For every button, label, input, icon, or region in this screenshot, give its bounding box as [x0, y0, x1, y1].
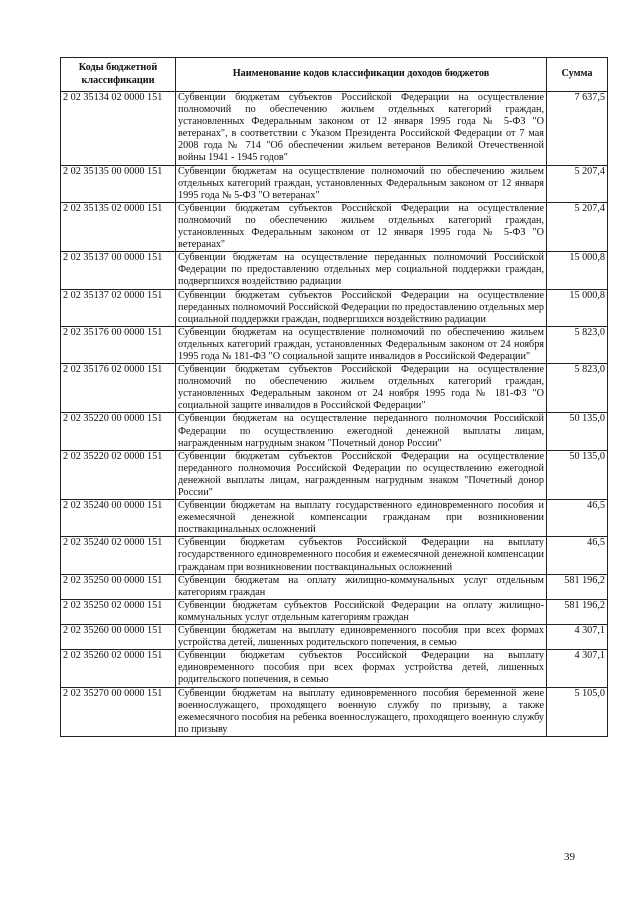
- header-code: Коды бюджетной классификации: [61, 58, 176, 92]
- budget-code: 2 02 35260 00 0000 151: [61, 625, 176, 650]
- revenue-name: Субвенции бюджетам субъектов Российской Федерации на осуществление переданного полномочия Российской Федерации по осуществлению ежегодной денежной выплаты лицам, награжденным нагрудным знаком "Почетный донор России": [176, 450, 547, 499]
- revenue-name: Субвенции бюджетам на осуществление полномочий по обеспечению жильем отдельных категорий граждан, установленных Федеральным законом от 24 ноября 1995 года № 181-ФЗ "О социальной защите инвалидов в Российской Федерации": [176, 326, 547, 363]
- table-row: [61, 252, 608, 289]
- header-sum: Сумма: [547, 58, 608, 92]
- amount: 46,5: [547, 500, 608, 537]
- budget-code: 2 02 35240 00 0000 151: [61, 500, 176, 537]
- budget-code: 2 02 35240 02 0000 151: [61, 537, 176, 574]
- header-name: Наименование кодов классификации доходов бюджетов: [176, 58, 547, 92]
- table-row: [61, 574, 608, 599]
- budget-code: 2 02 35220 02 0000 151: [61, 450, 176, 499]
- revenue-name: Субвенции бюджетам субъектов Российской Федерации на осуществление полномочий по обеспечению жильем отдельных категорий граждан, установленных Федеральным законом от 12 января 1995 года № 5-ФЗ "О ветеранах": [176, 202, 547, 251]
- table-row: [61, 92, 608, 166]
- budget-code: 2 02 35135 00 0000 151: [61, 165, 176, 202]
- revenue-name: Субвенции бюджетам на выплату государственного единовременного пособия и ежемесячной денежной компенсации гражданам при возникновении поствакцинальных осложнений: [176, 500, 547, 537]
- table-row: [61, 364, 608, 413]
- budget-code: 2 02 35134 02 0000 151: [61, 92, 176, 166]
- revenue-name: Субвенции бюджетам субъектов Российской Федерации на осуществление полномочий по обеспечению жильем отдельных категорий граждан, установленных Федеральным законом от 24 ноября 1995 года № 181-ФЗ "О социальной защите инвалидов в Российской Федерации": [176, 364, 547, 413]
- amount: 7 637,5: [547, 92, 608, 166]
- table-row: [61, 165, 608, 202]
- table-row: [61, 687, 608, 736]
- budget-code: 2 02 35220 00 0000 151: [61, 413, 176, 450]
- budget-code: 2 02 35250 02 0000 151: [61, 599, 176, 624]
- budget-code: 2 02 35270 00 0000 151: [61, 687, 176, 736]
- amount: 5 823,0: [547, 326, 608, 363]
- amount: 50 135,0: [547, 450, 608, 499]
- budget-code: 2 02 35137 00 0000 151: [61, 252, 176, 289]
- amount: 50 135,0: [547, 413, 608, 450]
- table-header-row: [61, 58, 608, 92]
- revenue-name: Субвенции бюджетам субъектов Российской Федерации на осуществление переданных полномочий Российской Федерации по предоставлению отдельных мер социальной поддержки граждан, подвергшихся воздействию радиации: [176, 289, 547, 326]
- amount: 4 307,1: [547, 625, 608, 650]
- amount: 5 207,4: [547, 202, 608, 251]
- budget-code: 2 02 35137 02 0000 151: [61, 289, 176, 326]
- budget-code: 2 02 35176 00 0000 151: [61, 326, 176, 363]
- budget-code: 2 02 35176 02 0000 151: [61, 364, 176, 413]
- table-row: [61, 537, 608, 574]
- amount: 15 000,8: [547, 252, 608, 289]
- revenue-name: Субвенции бюджетам на осуществление переданных полномочий Российской Федерации по предоставлению отдельных мер социальной поддержки граждан, подвергшихся воздействию радиации: [176, 252, 547, 289]
- amount: 5 105,0: [547, 687, 608, 736]
- revenue-name: Субвенции бюджетам на осуществление полномочий по обеспечению жильем отдельных категорий граждан, установленных Федеральным законом от 12 января 1995 года № 5-ФЗ "О ветеранах": [176, 165, 547, 202]
- revenue-name: Субвенции бюджетам на осуществление переданного полномочия Российской Федерации по осуществлению ежегодной денежной выплаты лицам, награжденным нагрудным знаком "Почетный донор России": [176, 413, 547, 450]
- table-row: [61, 599, 608, 624]
- table-row: [61, 500, 608, 537]
- table-row: [61, 289, 608, 326]
- amount: 46,5: [547, 537, 608, 574]
- table-row: [61, 202, 608, 251]
- amount: 4 307,1: [547, 650, 608, 687]
- table-row: [61, 326, 608, 363]
- revenue-name: Субвенции бюджетам субъектов Российской Федерации на выплату государственного единовременного пособия и ежемесячной денежной компенсации гражданам при возникновении поствакцинальных осложнений: [176, 537, 547, 574]
- revenue-name: Субвенции бюджетам субъектов Российской Федерации на оплату жилищно-коммунальных услуг отдельным категориям граждан: [176, 599, 547, 624]
- table-row: [61, 413, 608, 450]
- budget-code: 2 02 35135 02 0000 151: [61, 202, 176, 251]
- revenue-name: Субвенции бюджетам на выплату единовременного пособия при всех формах устройства детей, лишенных родительского попечения, в семью: [176, 625, 547, 650]
- table-row: [61, 650, 608, 687]
- revenue-classification-table: [60, 57, 608, 737]
- amount: 15 000,8: [547, 289, 608, 326]
- amount: 5 207,4: [547, 165, 608, 202]
- revenue-name: Субвенции бюджетам на выплату единовременного пособия беременной жене военнослужащего, проходящего военную службу по призыву, а также ежемесячного пособия на ребенка военнослужащего, проходящего военную службу по призыву: [176, 687, 547, 736]
- table-row: [61, 450, 608, 499]
- revenue-name: Субвенции бюджетам субъектов Российской Федерации на осуществление полномочий по обеспечению жильем отдельных категорий граждан, установленных Федеральным законом от 12 января 1995 года № 5-ФЗ "О ветеранах", в соответствии с Указом Президента Российской Федерации от 7 мая 2008 года № 714 "Об обеспечении жильем ветеранов Великой Отечественной войны 1941 - 1945 годов": [176, 92, 547, 166]
- amount: 581 196,2: [547, 599, 608, 624]
- revenue-name: Субвенции бюджетам на оплату жилищно-коммунальных услуг отдельным категориям граждан: [176, 574, 547, 599]
- table-row: [61, 625, 608, 650]
- amount: 581 196,2: [547, 574, 608, 599]
- revenue-name: Субвенции бюджетам субъектов Российской Федерации на выплату единовременного пособия при всех формах устройства детей, лишенных родительского попечения, в семью: [176, 650, 547, 687]
- budget-code: 2 02 35250 00 0000 151: [61, 574, 176, 599]
- amount: 5 823,0: [547, 364, 608, 413]
- budget-code: 2 02 35260 02 0000 151: [61, 650, 176, 687]
- page-number: 39: [564, 851, 575, 863]
